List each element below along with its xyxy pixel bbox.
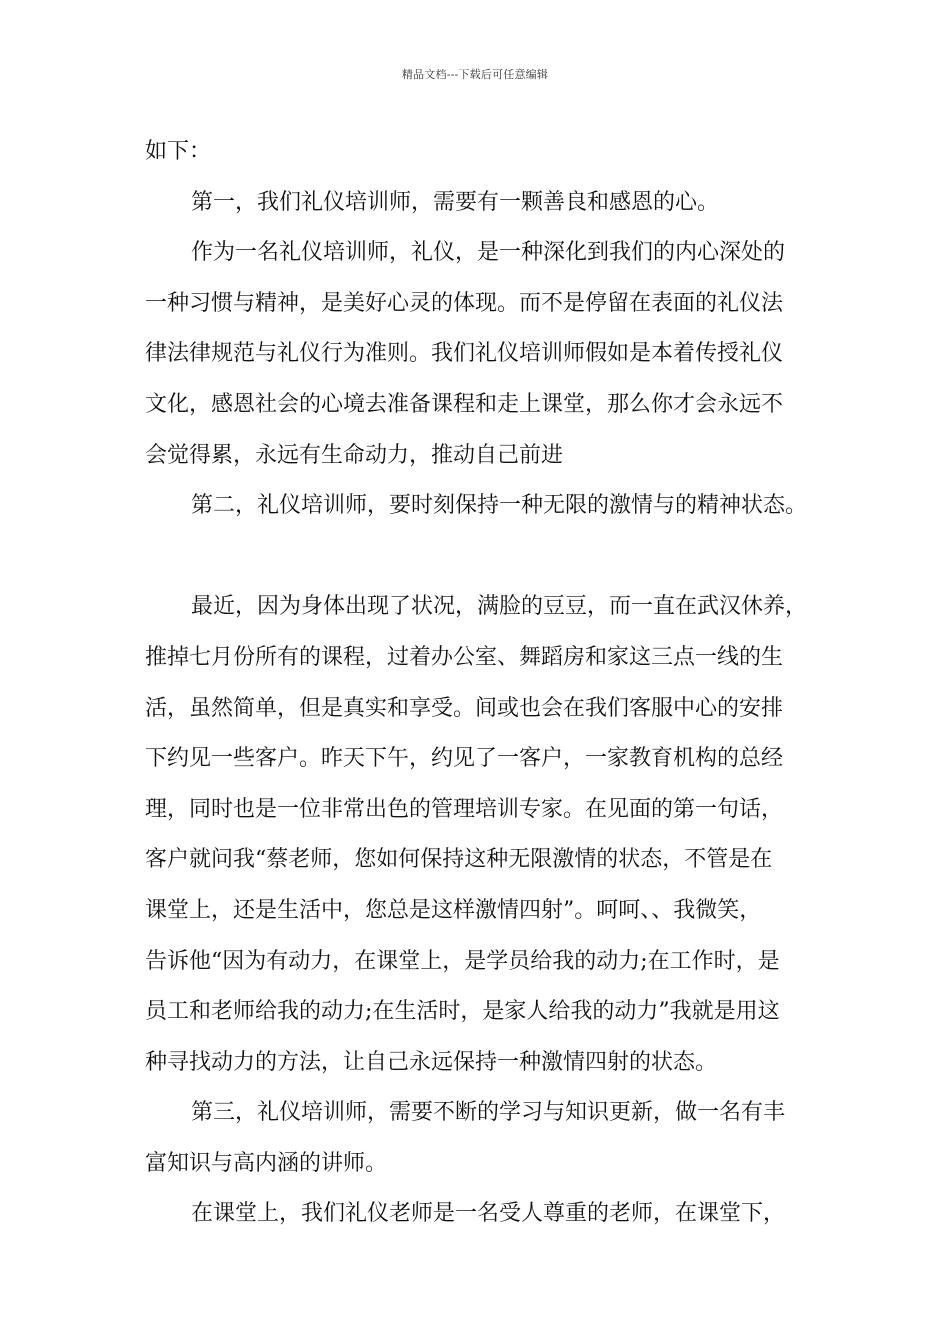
paragraph-first-line: 第一，我们礼仪培训师，需要有一颗善良和感恩的心。: [191, 189, 720, 215]
text-line: 活，虽然简单，但是真实和享受。间或也会在我们客服中心的安排: [145, 695, 784, 721]
paragraph-first-line: 最近，因为身体出现了状况，满脸的豆豆，而一直在武汉休养，: [191, 594, 808, 620]
text-line: 富知识与高内涵的讲师。: [145, 1150, 388, 1176]
text-line: 律法律规范与礼仪行为准则。我们礼仪培训师假如是本着传授礼仪: [145, 341, 784, 367]
paragraph-first-line: 第二，礼仪培训师，要时刻保持一种无限的激情与的精神状态。: [191, 493, 808, 519]
page-header: 精品文档---下载后可任意编辑: [401, 68, 549, 81]
text-line: 一种习惯与精神，是美好心灵的体现。而不是停留在表面的礼仪法: [145, 290, 784, 316]
text-line: 告诉他“因为有动力，在课堂上，是学员给我的动力;在工作时，是: [145, 948, 780, 974]
text-line: 推掉七月份所有的课程，过着办公室、舞蹈房和家这三点一线的生: [145, 644, 784, 670]
text-line: 会觉得累，永远有生命动力，推动自己前进: [145, 442, 564, 468]
paragraph-first-line: 作为一名礼仪培训师，礼仪，是一种深化到我们的内心深处的: [191, 240, 786, 266]
text-line: 理，同时也是一位非常出色的管理培训专家。在见面的第一句话，: [145, 796, 784, 822]
text-line: 种寻找动力的方法，让自己永远保持一种激情四射的状态。: [145, 1049, 718, 1075]
text-line: 下约见一些客户。昨天下午，约见了一客户，一家教育机构的总经: [145, 746, 784, 772]
text-line: 课堂上，还是生活中，您总是这样激情四射”。呵呵、、我微笑，: [145, 897, 762, 923]
paragraph-first-line: 第三，礼仪培训师，需要不断的学习与知识更新，做一名有丰: [191, 1100, 786, 1126]
blank-line: [145, 539, 825, 590]
text-line: 员工和老师给我的动力;在生活时，是家人给我的动力”我就是用这: [145, 999, 780, 1025]
text-line: 客户就问我“蔡老师，您如何保持这种无限激情的状态，不管是在: [145, 847, 773, 873]
document-body: [145, 134, 825, 1247]
text-line: 文化，感恩社会的心境去准备课程和走上课堂，那么你才会永远不: [145, 391, 784, 417]
paragraph-first-line: 在课堂上，我们礼仪老师是一名受人尊重的老师，在课堂下，: [191, 1201, 786, 1227]
text-line: 如下：: [145, 139, 212, 164]
